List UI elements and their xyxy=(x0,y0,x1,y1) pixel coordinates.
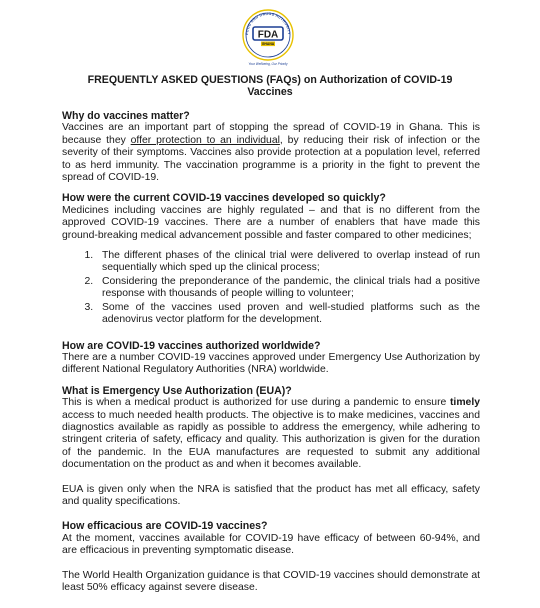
answer-text: This is when a medical product is authorized for use during a pandemic to ensure xyxy=(62,397,450,409)
faq-answer: EUA is given only when the NRA is satisfied that the product has met all efficacy, safety and quality specifications. xyxy=(62,483,480,507)
faq-how-efficacious xyxy=(62,520,480,594)
faq-content xyxy=(62,110,480,594)
faq-how-authorized xyxy=(62,340,480,377)
faq-heading: How are COVID-19 vaccines authorized worldwide? xyxy=(62,339,321,352)
faq-how-developed xyxy=(62,192,480,326)
answer-text: , by reducing their risk of infection or the severity of their symptoms. Vaccines also provide protection at a population level, referred to as herd immunity. The vaccination programme is a priority in the fight to prevent the spread of COVID-19. xyxy=(62,134,480,184)
faq-heading: What is Emergency Use Authorization (EUA)? xyxy=(62,384,292,397)
logo-brand-text: FDA xyxy=(257,29,279,41)
bold-text: timely xyxy=(449,397,480,409)
list-item: 2. Considering the preponderance of the pandemic, the clinical trials had a positive response with thousands of people willing to volunteer; xyxy=(96,276,480,301)
document-title xyxy=(40,74,500,98)
logo-ring-text: FOOD AND DRUGS AUTHORITY xyxy=(244,11,292,36)
answer-text: Vaccines are an important part of stopping the spread of COVID-19 in Ghana. This is because they xyxy=(62,122,480,146)
faq-heading: How efficacious are COVID-19 vaccines? xyxy=(62,520,268,533)
logo-tagline: Your Wellbeing, Our Priority xyxy=(248,62,288,66)
faq-why-vaccines-matter xyxy=(62,110,480,184)
title-line-2: Vaccines xyxy=(247,86,293,98)
fda-logo xyxy=(240,8,296,70)
answer-text: access to much needed health products. The objective is to make medicines, vaccines and diagnostics available as rapidly as possible to address the emergency, while adhering to stringent criteria of safety, efficacy and quality. This authorization is given for the duration of the pandemic. In the EUA manufactures are requested to submit any additional documentation on the product as and when it becomes available. xyxy=(62,409,480,471)
faq-heading: How were the current COVID-19 vaccines developed so quickly? xyxy=(62,192,386,205)
faq-answer: The World Health Organization guidance is that COVID-19 vaccines should demonstrate at least 50% efficacy against severe disease. xyxy=(62,569,480,593)
list-item: 3. Some of the vaccines used proven and well-studied platforms such as the adenovirus vector platform for the development. xyxy=(96,302,480,327)
faq-answer xyxy=(62,122,480,184)
faq-answer: Medicines including vaccines are highly regulated – and that is no different from the approved COVID-19 vaccines. There are a number of enablers that have made this ground-breaking medical advancement possible and faster compared to other medicines; xyxy=(62,204,480,241)
list-item: 1. The different phases of the clinical trial were delivered to overlap instead of run sequentially which sped up the clinical process; xyxy=(96,250,480,275)
faq-answer: At the moment, vaccines available for COVID-19 have efficacy of between 60-94%, and are efficacious in preventing symptomatic disease. xyxy=(62,532,480,557)
title-line-1: FREQUENTLY ASKED QUESTIONS (FAQs) on Authorization of COVID-19 xyxy=(87,74,453,86)
logo-country-text: GHANA xyxy=(261,42,275,47)
underlined-text: offer protection to an individual xyxy=(130,134,280,146)
faq-answer xyxy=(62,397,480,471)
faq-answer: There are a number COVID-19 vaccines approved under Emergency Use Authorization by different National Regulatory Authorities (NRA) worldwide. xyxy=(62,351,480,376)
faq-what-is-eua xyxy=(62,385,480,509)
faq-heading: Why do vaccines matter? xyxy=(62,110,190,122)
enablers-list xyxy=(62,250,480,326)
fda-seal-icon xyxy=(240,8,296,70)
